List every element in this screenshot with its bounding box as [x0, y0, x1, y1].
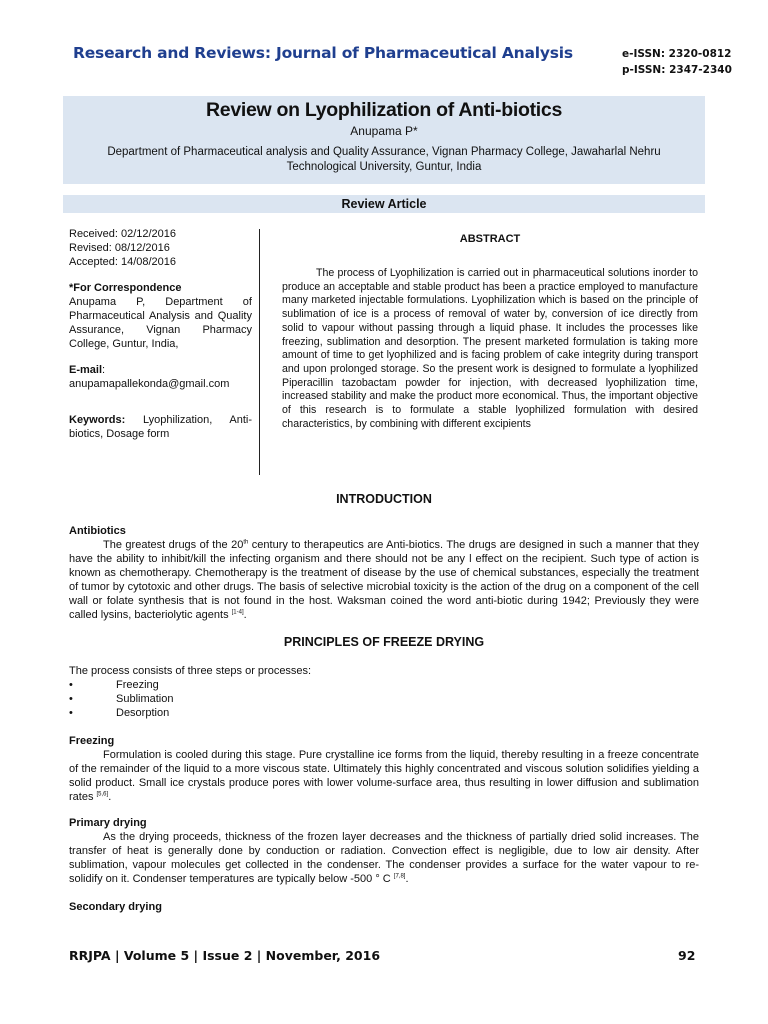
secondary-drying-subheading: Secondary drying [69, 901, 162, 913]
antibiotics-subheading: Antibiotics [69, 525, 126, 537]
list-item [69, 692, 699, 706]
keywords-label: Keywords: [69, 414, 126, 426]
principles-heading: PRINCIPLES OF FREEZE DRYING [283, 635, 485, 649]
primary-end: . [405, 873, 409, 885]
primary-drying-subheading: Primary drying [69, 817, 147, 829]
primary-drying-paragraph [69, 830, 699, 886]
accepted-date: Accepted: 14/08/2016 [69, 256, 177, 268]
correspondence-text: Anupama P, Department of Pharmaceutical Analysis and Quality Assurance, Vignan Pharmacy College, Guntur, India, [69, 296, 252, 350]
intro-end: . [243, 609, 247, 621]
primary-reference: [7,8] [393, 873, 406, 880]
footer-citation: RRJPA | Volume 5 | Issue 2 | November, 2016 [69, 948, 381, 963]
journal-title: Research and Reviews: Journal of Pharmaceutical Analysis [73, 44, 573, 62]
steps-list [69, 678, 699, 720]
step-label: Desorption [116, 707, 170, 719]
step-label: Sublimation [116, 693, 174, 705]
bullet-marker: • [69, 693, 73, 705]
intro-superscript: th [243, 539, 249, 546]
abstract-body [282, 267, 698, 431]
intro-text-b: century to therapeutics are Anti-biotics. The drugs are designed in such a manner that they have the ability to inhibit/kill the infecting organism and there should not be any l effect on the recipient. Such type of action is known as chemotherapy. Chemotherapy is the treatment of disease by the use of chemical substances, especially the treatment of tumor by cytotoxic and other drugs. The basis of selective microbial toxicity is the action of the drug on a component of the cell wall or folate synthesis that is not found in the host. Waksman coined the word anti-biotic during 1942; Previously they were called lysins, bacteriolytic agents [69, 539, 699, 621]
introduction-heading: INTRODUCTION [336, 492, 432, 506]
abstract-heading: ABSTRACT [459, 233, 521, 245]
primary-drying-section [69, 816, 699, 886]
email-label: E-mail [69, 364, 103, 376]
freezing-section [69, 734, 699, 804]
bullet-marker: • [69, 679, 73, 691]
correspondence-label: *For Correspondence [69, 282, 182, 294]
issn-block [622, 46, 732, 78]
list-item [69, 678, 699, 692]
revised-date: Revised: 08/12/2016 [69, 242, 170, 254]
article-title: Review on Lyophilization of Anti-biotics [206, 99, 562, 121]
principles-steps [69, 664, 699, 720]
list-item [69, 706, 699, 720]
email-address[interactable]: anupamapallekonda@gmail.com [69, 378, 230, 390]
principles-intro: The process consists of three steps or processes: [69, 665, 312, 677]
freezing-paragraph [69, 748, 699, 804]
article-affiliation: Department of Pharmaceutical analysis and Quality Assurance, Vignan Pharmacy College, Jawaharlal Nehru Technological University, Guntur, India [107, 146, 661, 173]
title-box [63, 96, 705, 184]
secondary-drying-section [69, 900, 699, 914]
article-author: Anupama P* [350, 124, 418, 138]
freezing-subheading: Freezing [69, 735, 115, 747]
abstract-text: The process of Lyophilization is carried out in pharmaceutical solutions inorder to produce an acceptable and stable product has been a practice employed to manufacture many marketed injectable formulations. Lyophilization which is based on the principle of sublimation of ice is a process of removal of water by, conversion of ice directly from solid to vapour without passing through a liquid phase. It includes the processes like freezing, sublimation and desorption. The present marketed formulation is taking more amount of time to get lyophilized and is facing problem of cake integrity during transport and upon prolonged storage. So the present work is designed to formulate a lyophilized Piperacillin tazobactam powder for injection, with decreased lyophilization time, increased stability and make the product more economical. Thus, the important objective of this research is to formulate a stable lyophilized formulation with desired characteristics, by combining with different excipients [282, 267, 698, 430]
keywords-line [69, 413, 252, 441]
antibiotics-paragraph [69, 538, 699, 622]
bullet-marker: • [69, 707, 73, 719]
freezing-end: . [108, 791, 112, 803]
keywords-text: Lyophilization, Anti-biotics, Dosage form [69, 414, 252, 440]
freezing-text: Formulation is cooled during this stage. Pure crystalline ice forms from the liquid, thereby resulting in a freeze concentrate of the remainder of the liquid to a more viscous state. Ultimately this highly concentrated and viscous solution solidifies yielding a solid product. Small ice crystals produce pores with lower volume-surface area, thus resulting in lower diffusion and sublimation rates [69, 749, 699, 803]
article-meta-column [69, 227, 252, 441]
p-issn: p-ISSN: 2347-2340 [622, 64, 732, 76]
intro-reference: [1-4] [231, 609, 244, 616]
page-number: 92 [678, 948, 696, 963]
primary-text: As the drying proceeds, thickness of the frozen layer decreases and the thickness of partially dried solid increases. The transfer of heat is generally done by conduction or radiation. Convection effect is negligible, due to low air density. After sublimation, vapour molecules get collected in the condenser. The condenser provides a surface for the water vapour to re-solidify on it. Condenser temperatures are typically below -500 ° C [69, 831, 699, 885]
column-divider [259, 229, 260, 475]
article-type-bar: Review Article [63, 195, 705, 213]
intro-text-a: The greatest drugs of the 20 [103, 539, 244, 551]
e-issn: e-ISSN: 2320-0812 [622, 48, 732, 60]
email-line [69, 363, 252, 377]
freezing-reference: [5,6] [96, 791, 109, 798]
received-date: Received: 02/12/2016 [69, 228, 177, 240]
step-label: Freezing [116, 679, 159, 691]
introduction-section [69, 524, 699, 622]
email-colon: : [102, 364, 106, 376]
